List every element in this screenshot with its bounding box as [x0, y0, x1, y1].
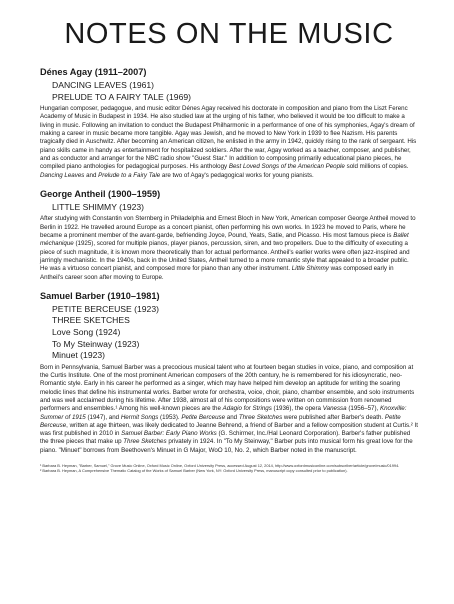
work-reference: Petite Berceuse	[181, 413, 226, 421]
work-reference: Samuel Barber: Early Piano Works	[121, 430, 217, 438]
work-title: DANCING LEAVES (1961)	[52, 80, 155, 90]
work-reference: Three Sketches	[123, 438, 167, 446]
composer-name: George Antheil (1900–1959)	[40, 188, 161, 199]
page-title: NOTES ON THE MUSIC	[64, 18, 394, 50]
works-list	[40, 304, 418, 362]
work-reference: Ballet méchanique	[40, 232, 409, 248]
composer-bio: After studying with Constantin von Sternberg in Philadelphia and Ernest Bloch in New York, American composer George Antheil moved to Berlin in 1922. He travelled around Europe as a concert pianist, often performing his own works. In 1923 he moved to Paris, where he became a prominent member of the avant-garde, befriending Joyce, Pound, Yeats, Satie, and Picasso. His most famous piece is Ballet méchanique (1925), scored for multiple pianos, player pianos, percussion, siren, and two propellers. Due to the difficulty of executing a piece of such magnitude, it is known more theoretically than for actual performance. Antheil's earlier works were often jazz-inspired and jarringly mechanistic. In the 1940s, back in the United States, Antheil turned to a more romantic style that appealed to a broader public. He was a virtuoso concert pianist, and composed more for piano than any other instrument. Little Shimmy was composed early in Antheil's career soon after moving to Europe.	[40, 215, 416, 281]
composer-name: Samuel Barber (1910–1981)	[40, 290, 160, 301]
work-reference: Knoxville: Summer of 1915	[40, 405, 407, 421]
work-title: LITTLE SHIMMY (1923)	[52, 201, 145, 212]
work-title: PETITE BERCEUSE (1923)	[52, 303, 159, 314]
composer-bio: Born in Pennsylvania, Samuel Barber was a precocious musical talent who at fourteen began studies in voice, piano, and composition at the Curtis Institute. One of the most prominent American composers of the 20th century, he is remembered for his idiosyncratic, neo-Romantic style. Early in his career he performed as a singer, which may have helped him develop an aptitude for writing the soaring melodic lines that define his instrumental works. Barber wrote for orchestra, voice, choir, piano, chamber ensemble, and solo instruments and was well acclaimed during his lifetime. After 1938, almost all of his compositions were written on commission from renowned performers and ensembles.¹ Among his well-known pieces are the Adagio for Strings (1936), the opera Vanessa (1956–57), Knoxville: Summer of 1915 (1947), and Hermit Songs (1953). Petite Berceuse and Three Sketches were published after Barber's death. Petite Berceuse, written at age thirteen, was likely dedicated to Jeanne Behrend, a friend of Barber and a fellow composition student at Curtis.² It was first published in 2010 in Samuel Barber: Early Piano Works (G. Schirmer, Inc./Hal Leonard Corporation). Barber's father published the three pieces that make up Three Sketches privately in 1924. In "To My Steinway," Barber puts into musical form his great love for the piano. "Minuet" borrows from Beethoven's Minuet in G Major, WoO 10, No. 2, which Barber noted in the manuscript.	[40, 363, 418, 454]
composer-section	[40, 188, 418, 282]
work-title: PRELUDE TO A FAIRY TALE (1969)	[52, 91, 192, 102]
works-list	[40, 202, 418, 214]
composer-section	[40, 66, 418, 180]
work-reference: Three Sketches	[238, 413, 283, 421]
work-title: Love Song (1924)	[52, 327, 121, 338]
work-reference: Dancing Leaves	[40, 171, 85, 179]
work-reference: Prelude to a Fairy Tale	[98, 171, 161, 179]
work-title: Minuet (1923)	[52, 350, 106, 361]
footnote: ¹ Barbara B. Heyman, "Barber, Samuel," Grove Music Online, Oxford Music Online, Oxford University Press, accessed August 12, 2014, http://www.oxfordmusiconline.com/subscriber/article/grove/music/01994.	[40, 463, 400, 469]
footnote: ² Barbara B. Heyman, A Comprehensive Thematic Catalog of the Works of Samuel Barber (New York, NY: Oxford University Press, manuscript copy consulted prior to publication).	[40, 468, 348, 474]
composer-name: Dénes Agay (1911–2007)	[40, 67, 147, 77]
footnotes	[40, 463, 418, 474]
work-reference: Hermit Songs	[120, 413, 159, 421]
work-reference: Best Loved Songs of the American People	[228, 163, 345, 171]
work-title: THREE SKETCHES	[52, 315, 130, 326]
work-reference: Adagio for Strings	[222, 405, 272, 413]
composer-section	[40, 290, 418, 455]
work-title: To My Steinway (1923)	[52, 338, 140, 349]
works-list	[40, 80, 418, 103]
work-reference: Petite Berceuse	[40, 413, 401, 429]
composer-bio: Hungarian composer, pedagogue, and music editor Dénes Agay received his doctorate in composition and piano from the Liszt Ferenc Academy of Music in Budapest in 1934. He also studied law at the urging of his father, who believed it would be too difficult to make a living in music. Following an invitation to conduct the Budapest Philharmonic in a performance of one of his symphonies, Agay's dream of making a career in music became more tangible. Agay was Jewish, and he moved to New York in 1939 to flee Nazism. His parents tragically died in Auschwitz. After becoming an American citizen, he enlisted in the army in 1942, quickly rising to the rank of sergeant. His piano skills came in handy as entertainment for hospitalized soldiers. After the war, Agay worked as a teacher, composer, and publisher, and as conductor and arranger for the NBC radio show "Guest Star." In addition to composing primarily educational piano pieces, he compiled piano anthologies for pedagogical purposes. His anthology Best Loved Songs of the American People sold millions of copies. Dancing Leaves and Prelude to a Fairy Tale are two of Agay's pedagogical works for young pianists.	[40, 105, 417, 179]
work-reference: Little Shimmy	[291, 265, 329, 273]
work-reference: Vanessa	[322, 405, 347, 413]
